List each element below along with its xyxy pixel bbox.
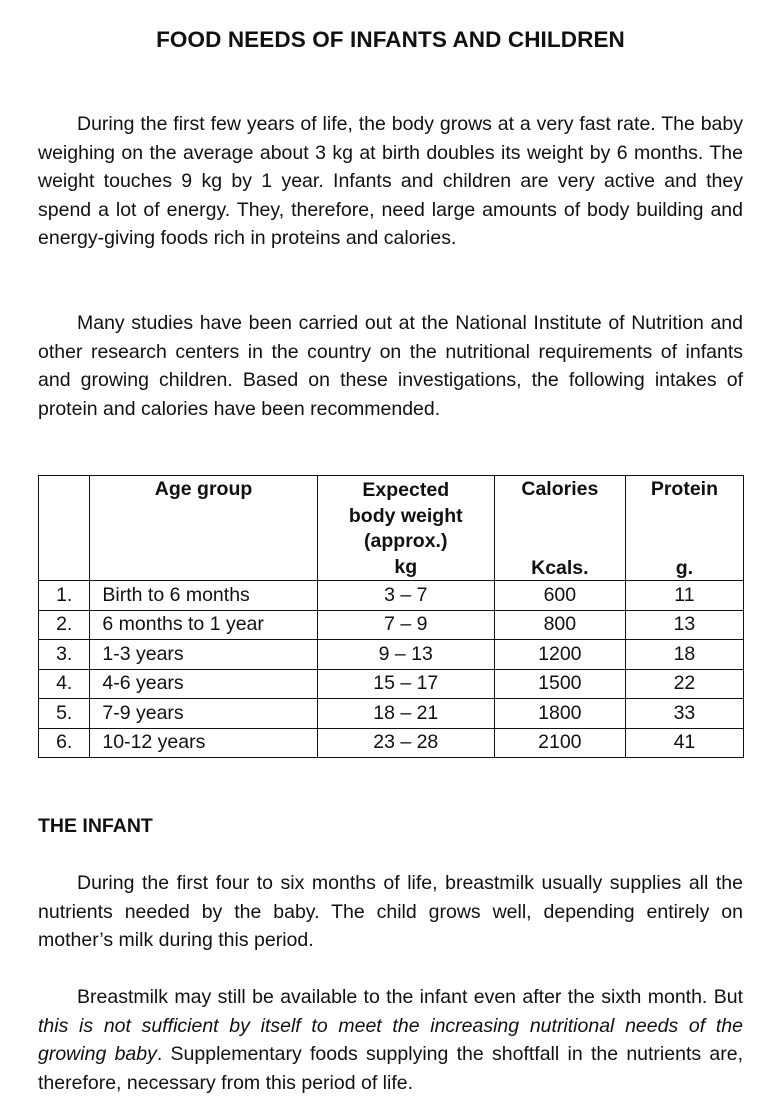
infant-paragraph: During the first four to six months of life, breastmilk usually supplies all the nutrients needed by the baby. The child grows well, depending entirely on mother’s milk during this period.: [38, 872, 743, 952]
row-number: 6.: [39, 728, 90, 758]
supplement-text-emphasis: this is not sufficient by itself to meet the increasing nutritional needs of the growing baby: [38, 1014, 743, 1066]
header-number-cell: [39, 476, 90, 581]
row-protein: 18: [625, 640, 743, 670]
row-number: 5.: [39, 699, 90, 729]
supplement-text-end: . Supplementary foods supplying the shoftfall in the nutrients are, therefore, necessary from this period of life.: [38, 1043, 743, 1094]
row-age-group: 1-3 years: [90, 640, 317, 670]
row-body-weight: 15 – 17: [317, 669, 494, 699]
supplement-text-start: Breastmilk may still be available to the infant even after the sixth month. But: [77, 986, 743, 1008]
section-heading: THE INFANT: [38, 815, 153, 837]
header-protein-unit: g.: [675, 557, 694, 579]
row-age-group: 6 months to 1 year: [90, 610, 317, 640]
row-protein: 22: [625, 669, 743, 699]
intro-paragraph: During the first few years of life, the body grows at a very fast rate. The baby weighing on the average about 3 kg at birth doubles its weight by 6 months. The weight touches 9 kg by 1 year. Infants and children are very active and they spend a lot of energy. They, therefore, need large amounts of body building and energy-giving foods rich in proteins and calories.: [38, 113, 743, 250]
row-calories: 600: [494, 581, 625, 611]
row-body-weight: 3 – 7: [317, 581, 494, 611]
supplement-paragraph: [38, 983, 743, 1097]
row-protein: 11: [625, 581, 743, 611]
header-body-weight: [317, 476, 494, 581]
row-calories: 2100: [494, 728, 625, 758]
header-protein-label: Protein: [650, 478, 719, 500]
row-age-group: 4-6 years: [90, 669, 317, 699]
header-body-weight-unit: kg: [394, 555, 418, 578]
header-calories-unit: Kcals.: [531, 557, 589, 579]
row-number: 1.: [39, 581, 90, 611]
row-body-weight: 9 – 13: [317, 640, 494, 670]
header-age-group: [90, 476, 317, 581]
table-row: [39, 581, 744, 611]
table-row: [39, 699, 744, 729]
row-calories: 1500: [494, 669, 625, 699]
row-calories: 1200: [494, 640, 625, 670]
row-protein: 41: [625, 728, 743, 758]
row-body-weight: 7 – 9: [317, 610, 494, 640]
row-calories: 1800: [494, 699, 625, 729]
row-number: 4.: [39, 669, 90, 699]
table-row: [39, 640, 744, 670]
row-protein: 33: [625, 699, 743, 729]
row-number: 2.: [39, 610, 90, 640]
table-row: [39, 610, 744, 640]
header-calories-label: Calories: [521, 478, 599, 500]
row-body-weight: 23 – 28: [317, 728, 494, 758]
header-calories: [494, 476, 625, 581]
table-row: [39, 669, 744, 699]
row-protein: 13: [625, 610, 743, 640]
header-age-group-label: Age group: [154, 478, 253, 500]
row-calories: 800: [494, 610, 625, 640]
table-row: [39, 728, 744, 758]
row-age-group: Birth to 6 months: [90, 581, 317, 611]
table-header-row: [39, 476, 744, 581]
page-title: FOOD NEEDS OF INFANTS AND CHILDREN: [156, 27, 625, 52]
studies-paragraph: Many studies have been carried out at the National Institute of Nutrition and other research centers in the country on the nutritional requirements of infants and growing children. Based on these investigations, the following intakes of protein and calories have been recommended.: [38, 312, 743, 420]
row-body-weight: 18 – 21: [317, 699, 494, 729]
row-age-group: 7-9 years: [90, 699, 317, 729]
header-protein: [625, 476, 743, 581]
intake-table: [38, 475, 744, 758]
header-body-weight-label: Expected body weight (approx.): [348, 479, 463, 552]
row-age-group: 10-12 years: [90, 728, 317, 758]
row-number: 3.: [39, 640, 90, 670]
